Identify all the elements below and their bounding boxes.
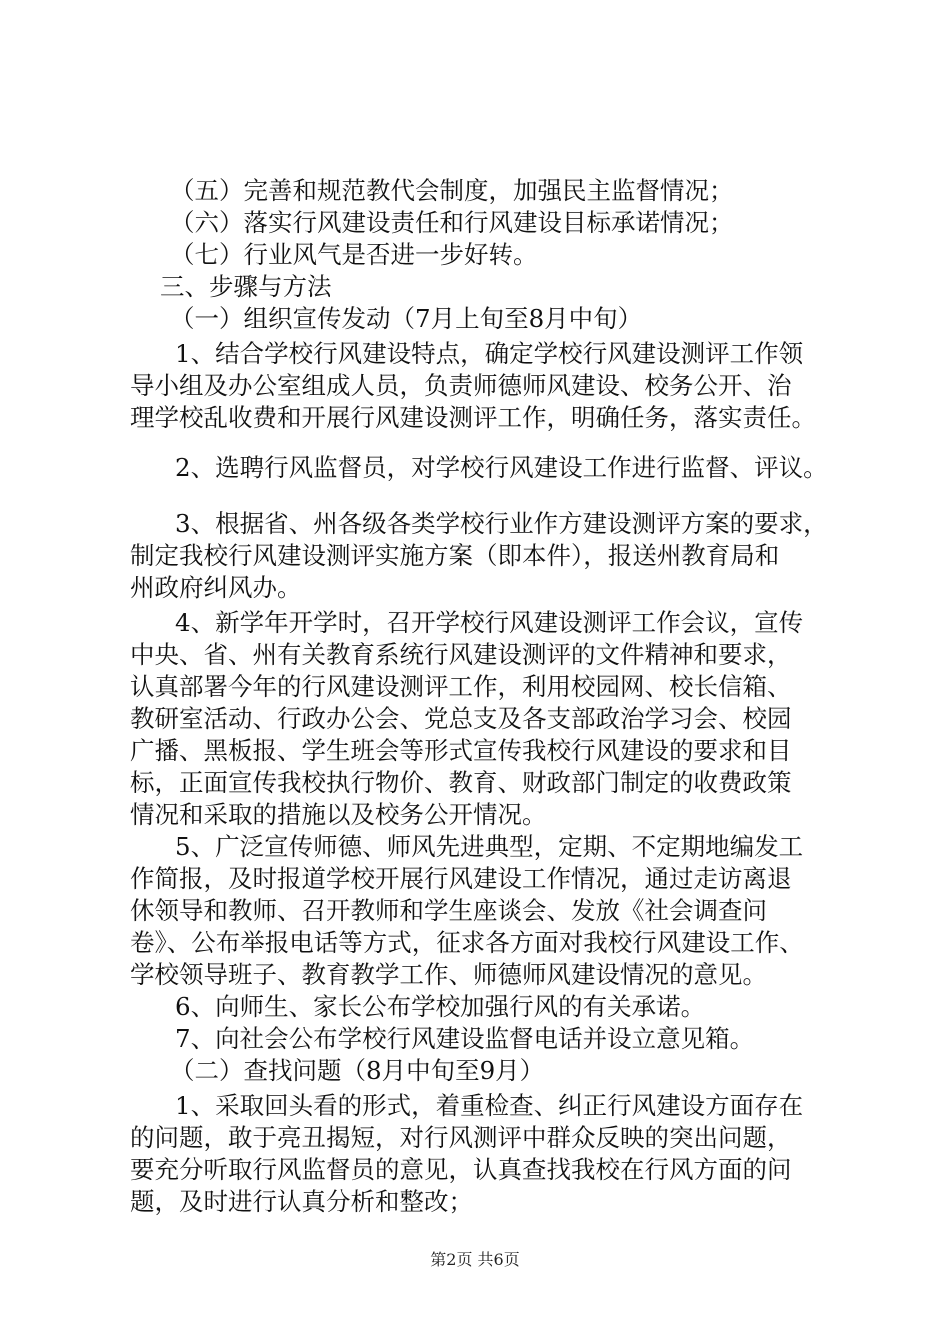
document-line: 学校领导班子、教育教学工作、师德师风建设情况的意见。 — [130, 960, 767, 989]
document-line: 要充分听取行风监督员的意见，认真查找我校在行风方面的问 — [130, 1155, 792, 1184]
document-line: 1、结合学校行风建设特点，确定学校行风建设测评工作领 — [175, 339, 804, 368]
page-footer: 第2页 共6页 — [430, 1250, 520, 1269]
document-line: （一）组织宣传发动（7月上旬至8月中旬） — [170, 304, 643, 333]
document-line: 2、选聘行风监督员，对学校行风建设工作进行监督、评议。 — [175, 453, 828, 482]
document-line: 题，及时进行认真分析和整改； — [130, 1187, 473, 1216]
document-line: 6、向师生、家长公布学校加强行风的有关承诺。 — [175, 992, 706, 1021]
document-line: 州政府纠风办。 — [130, 573, 302, 602]
document-line: 卷》、公布举报电话等方式，征求各方面对我校行风建设工作、 — [130, 928, 804, 957]
document-line: 4、新学年开学时，召开学校行风建设测评工作会议，宣传 — [175, 608, 804, 637]
document-line: 教研室活动、行政办公会、党总支及各支部政治学习会、校园 — [130, 704, 792, 733]
document-line: （六）落实行风建设责任和行风建设目标承诺情况； — [170, 208, 734, 237]
document-line: 标，正面宣传我校执行物价、教育、财政部门制定的收费政策 — [130, 768, 792, 797]
document-line: 中央、省、州有关教育系统行风建设测评的文件精神和要求， — [130, 640, 792, 669]
document-line: 1、采取回头看的形式，着重检查、纠正行风建设方面存在 — [175, 1091, 804, 1120]
document-line: （五）完善和规范教代会制度，加强民主监督情况； — [170, 176, 734, 205]
document-line: 7、向社会公布学校行风建设监督电话并设立意见箱。 — [175, 1024, 755, 1053]
document-line: 5、广泛宣传师德、师风先进典型，定期、不定期地编发工 — [175, 832, 804, 861]
document-line: 休领导和教师、召开教师和学生座谈会、发放《社会调查问 — [130, 896, 767, 925]
document-line: 的问题，敢于亮丑揭短，对行风测评中群众反映的突出问题， — [130, 1123, 792, 1152]
document-line: （七）行业风气是否进一步好转。 — [170, 240, 538, 269]
document-line: 三、步骤与方法 — [160, 272, 332, 301]
document-line: 作简报，及时报道学校开展行风建设工作情况，通过走访离退 — [130, 864, 792, 893]
document-line: 认真部署今年的行风建设测评工作，利用校园网、校长信箱、 — [130, 672, 792, 701]
document-line: 情况和采取的措施以及校务公开情况。 — [130, 800, 547, 829]
document-line: 广播、黑板报、学生班会等形式宣传我校行风建设的要求和目 — [130, 736, 792, 765]
document-line: 制定我校行风建设测评实施方案（即本件），报送州教育局和 — [130, 541, 780, 570]
document-line: 3、根据省、州各级各类学校行业作方建设测评方案的要求， — [175, 509, 828, 538]
document-line: （二）查找问题（8月中旬至9月） — [170, 1056, 545, 1085]
document-line: 导小组及办公室组成人员，负责师德师风建设、校务公开、治 — [130, 371, 792, 400]
document-line: 理学校乱收费和开展行风建设测评工作，明确任务，落实责任。 — [130, 403, 816, 432]
